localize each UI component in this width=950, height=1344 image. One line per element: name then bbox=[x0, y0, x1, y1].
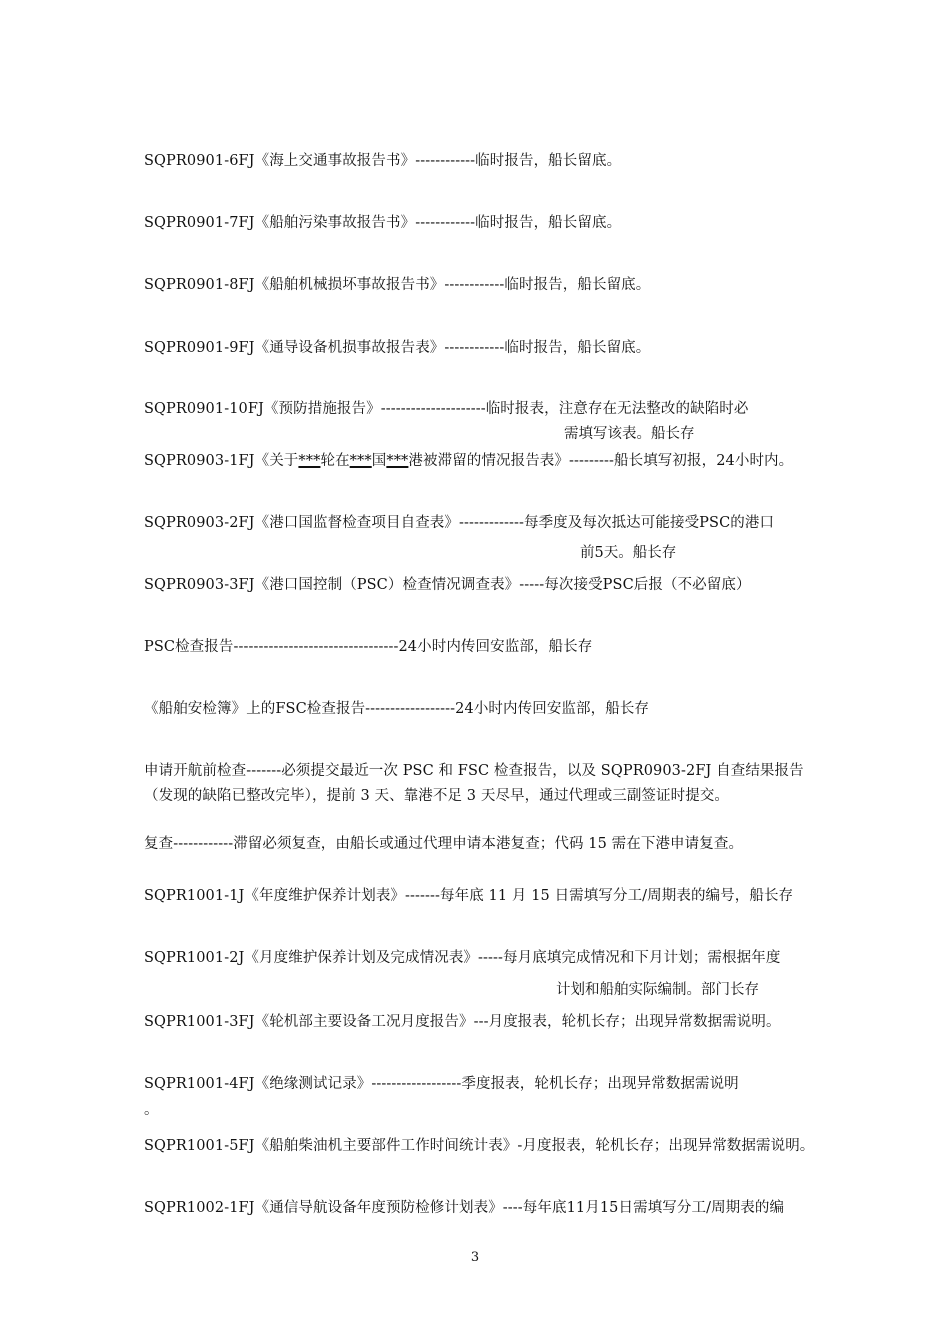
text-line: SQPR1001-4FJ《绝缘测试记录》------------------季度报表，轮机长存；出现异常数据需说明 bbox=[144, 1076, 739, 1092]
underlined-placeholder: *** bbox=[349, 453, 372, 469]
text-line: SQPR0901-8FJ《船舶机械损坏事故报告书》------------临时报告，船长留底。 bbox=[144, 277, 651, 293]
text-line: PSC检查报告---------------------------------24小时内传回安监部，船长存 bbox=[144, 639, 593, 655]
text-line: 《船舶安检簿》上的FSC检查报告------------------24小时内传回安监部，船长存 bbox=[144, 701, 650, 717]
text-line: SQPR0901-7FJ《船舶污染事故报告书》------------临时报告，船长留底。 bbox=[144, 215, 622, 231]
text-line-continuation: 需填写该表。船长存 bbox=[564, 426, 695, 442]
text-line: 复查------------滞留必须复查，由船长或通过代理申请本港复查；代码 15 需在下港申请复查。 bbox=[144, 836, 744, 852]
text-span: 国 bbox=[371, 453, 387, 469]
page-number: 3 bbox=[470, 1250, 480, 1265]
text-line-continuation: 前5天。船长存 bbox=[580, 545, 677, 561]
text-line: 申请开航前检查-------必须提交最近一次 PSC 和 FSC 检查报告，以及 SQPR0903-2FJ 自查结果报告 bbox=[144, 763, 804, 779]
text-line: SQPR1001-3FJ《轮机部主要设备工况月度报告》---月度报表，轮机长存；出现异常数据需说明。 bbox=[144, 1014, 781, 1030]
text-line: 。 bbox=[144, 1102, 159, 1118]
text-line bbox=[144, 451, 793, 471]
text-span: 轮在 bbox=[320, 453, 350, 469]
text-line: SQPR0903-2FJ《港口国监督检查项目自查表》-------------每季度及每次抵达可能接受PSC的港口 bbox=[144, 515, 775, 531]
underlined-placeholder: *** bbox=[386, 453, 409, 469]
text-line: SQPR0901-6FJ《海上交通事故报告书》------------临时报告，船长留底。 bbox=[144, 153, 622, 169]
text-line: SQPR0903-3FJ《港口国控制（PSC）检查情况调查表》-----每次接受PSC后报（不必留底） bbox=[144, 577, 751, 593]
text-line: SQPR1001-1J《年度维护保养计划表》-------每年底 11 月 15 日需填写分工/周期表的编号，船长存 bbox=[144, 888, 794, 904]
text-line: （发现的缺陷已整改完毕），提前 3 天、靠港不足 3 天尽早，通过代理或三副签证时提交。 bbox=[144, 788, 730, 804]
text-span: SQPR0903-1FJ《关于 bbox=[144, 453, 299, 469]
underlined-placeholder: *** bbox=[298, 453, 321, 469]
text-line-continuation: 计划和船舶实际编制。部门长存 bbox=[556, 982, 759, 998]
text-span: 港被滞留的情况报告表》---------船长填写初报，24小时内。 bbox=[408, 453, 794, 469]
text-line: SQPR1001-5FJ《船舶柴油机主要部件工作时间统计表》-月度报表，轮机长存；出现异常数据需说明。 bbox=[144, 1138, 815, 1154]
text-line: SQPR1002-1FJ《通信导航设备年度预防检修计划表》----每年底11月15日需填写分工/周期表的编 bbox=[144, 1200, 785, 1216]
text-line: SQPR0901-10FJ《预防措施报告》---------------------临时报表，注意存在无法整改的缺陷时必 bbox=[144, 401, 749, 417]
text-line: SQPR1001-2J《月度维护保养计划及完成情况表》-----每月底填完成情况和下月计划；需根据年度 bbox=[144, 950, 781, 966]
text-line: SQPR0901-9FJ《通导设备机损事故报告表》------------临时报告，船长留底。 bbox=[144, 340, 651, 356]
